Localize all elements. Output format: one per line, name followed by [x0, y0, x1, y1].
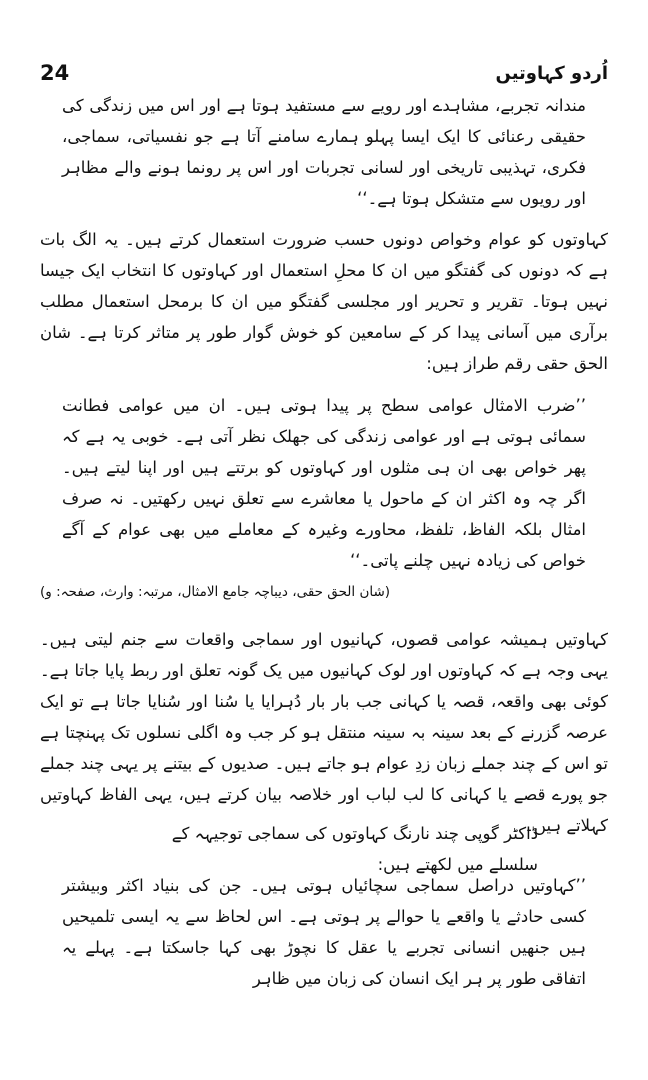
quote-continuation: مندانہ تجربے، مشاہدے اور رویے سے مستفید ہوتا ہے اور اس میں زندگی کی حقیقی رعنائی کا ایک ایسا پہلو ہمارے سامنے آتا ہے جو نفسیاتی، سماجی، فکری، تہذیبی تاریخی اور لسانی تجربات اور اس پر رونما ہونے والے مظاہر اور رویوں سے متشکل ہوتا ہے۔‘‘ [62, 96, 586, 208]
quote-gopi-chand-narang: ’’کہاوتیں دراصل سماجی سچائیاں ہوتی ہیں۔ جن کی بنیاد اکثر وبیشتر کسی حادثے یا واقعے یا حوالے پر ہوتی ہے۔ اس لحاظ سے یہ ایسی تلمیحیں ہیں جنھیں انسانی تجربے یا عقل کا نچوڑ بھی کہا جاسکتا ہے۔ پہلے یہ اتفاقی طور پر ہر ایک انسان کی زبان میں ظاہر [62, 876, 586, 988]
book-title: اُردو کہاوتیں [495, 62, 608, 84]
citation: (شان الحق حقی، دیباچہ جامع الامثال، مرتبہ: وارث، صفحہ: و) [40, 584, 391, 600]
quote-shan-ul-haq-haqqi: ’’ضرب الامثال عوامی سطح پر پیدا ہوتی ہیں۔ ان میں عوامی فطانت سمائی ہوتی ہے اور عوامی زندگی کی جھلک نظر آتی ہے۔ خوبی یہ ہے کہ پھر خواص بھی ان ہی مثلوں اور کہاوتوں کو برتتے ہیں اور اپنا لیتے ہیں۔ اگر چہ وہ اکثر ان کے ماحول یا معاشرے سے تعلق نہیں رکھتیں۔ نہ صرف امثال بلکہ الفاظ، تلفظ، محاورے وغیرہ کے معاملے میں بھی عوام کے آگے خواص کی زیادہ نہیں چلنے پاتی۔‘‘ [62, 396, 586, 570]
running-header [40, 58, 608, 88]
paragraph-2: کہاوتیں ہمیشہ عوامی قصوں، کہانیوں اور سماجی واقعات سے جنم لیتی ہیں۔ یہی وجہ ہے کہ کہاوتوں اور لوک کہانیوں میں یک گونہ تعلق اور ربط پایا جاتا ہے۔ کوئی بھی واقعہ، قصہ یا کہانی جب بار بار دُہرایا یا سُنا اور سُنایا جاتا ہے تو ایک عرصہ گزرنے کے بعد سینہ بہ سینہ منتقل ہو کر جب وہ اگلی نسلوں تک پہنچتا ہے تو اس کے چند جملے زبان زدِ عوام ہو جاتے ہیں۔ صدیوں کے بیتنے پر یہی چند جملے جو پورے قصے یا کہانی کا لب لباب اور خلاصہ بیان کرتے ہیں، یہی الفاظ کہاوتیں کہلاتے ہیں۔ [40, 630, 608, 835]
paragraph-3: ڈاکٹر گوپی چند نارنگ کہاوتوں کی سماجی توجیہہ کے سلسلے میں لکھتے ہیں: [171, 824, 538, 874]
paragraph-1: کہاوتوں کو عوام وخواص دونوں حسب ضرورت استعمال کرتے ہیں۔ یہ الگ بات ہے کہ دونوں کی گفتگو میں ان کا محلِ استعمال اور کہاوتوں کا انتخاب ایک جیسا نہیں ہوتا۔ تقریر و تحریر اور مجلسی گفتگو میں ان کا برمحل استعمال مطلب برآری میں آسانی پیدا کر کے سامعین کو خوش گوار طور پر متاثر کرتا ہے۔ شان الحق حقی رقم طراز ہیں: [40, 230, 608, 373]
page-number: 24 [40, 61, 70, 85]
